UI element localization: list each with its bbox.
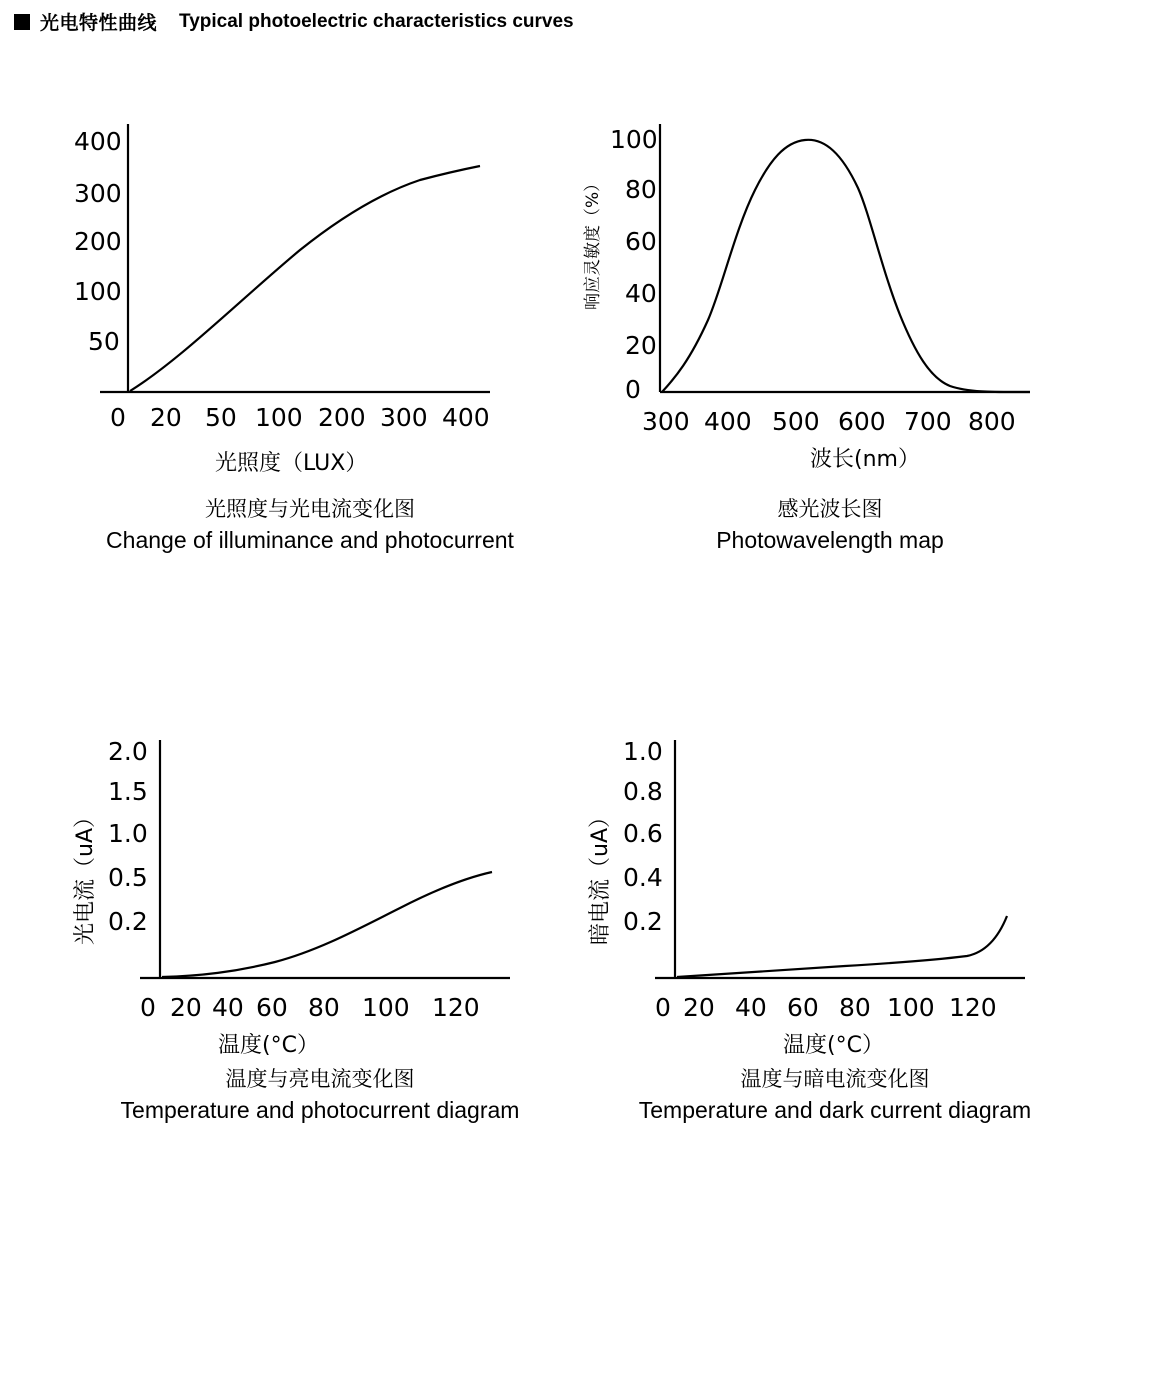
origin-label: 0 — [655, 993, 671, 1022]
y-tick-label: 1.0 — [108, 819, 148, 848]
origin-label: 0 — [140, 993, 156, 1022]
x-tick-label: 800 — [968, 407, 1016, 436]
x-tick-label: 80 — [308, 993, 340, 1022]
x-tick-label: 40 — [735, 993, 767, 1022]
chart-svg — [570, 110, 1090, 490]
y-tick-label: 0.8 — [623, 777, 663, 806]
caption-cn: 温度与暗电流变化图 — [740, 1067, 930, 1091]
origin-label: 0 — [110, 403, 126, 432]
x-tick-label: 60 — [256, 993, 288, 1022]
x-tick-label: 500 — [772, 407, 820, 436]
chart-photowavelength — [570, 110, 1090, 556]
x-axis-title: 光照度（LUX） — [215, 451, 368, 476]
x-tick-label: 400 — [442, 403, 490, 432]
chart-svg — [50, 110, 570, 490]
y-tick-label: 100 — [610, 125, 658, 154]
caption-cn: 温度与亮电流变化图 — [225, 1067, 415, 1091]
y-tick-label: 1.0 — [623, 737, 663, 766]
chart-svg — [575, 730, 1095, 1060]
x-axis-title: 温度(°C） — [783, 1033, 884, 1058]
x-tick-label: 60 — [787, 993, 819, 1022]
plot-area — [575, 730, 1095, 1060]
y-axis-title: 暗电流（uA） — [588, 806, 613, 945]
x-tick-label: 20 — [150, 403, 182, 432]
y-tick-label: 0.2 — [108, 907, 148, 936]
page-header — [14, 8, 574, 35]
y-tick-label: 400 — [74, 127, 122, 156]
chart-caption — [60, 1064, 580, 1126]
x-tick-label: 120 — [949, 993, 997, 1022]
x-tick-label: 80 — [839, 993, 871, 1022]
caption-en: Change of illuminance and photocurrent — [106, 527, 514, 553]
chart-caption — [575, 1064, 1095, 1126]
caption-en: Temperature and dark current diagram — [638, 1097, 1032, 1123]
chart-illuminance-photocurrent — [50, 110, 570, 556]
y-tick-label: 200 — [74, 227, 122, 256]
y-axis-title: 响应灵敏度（%） — [583, 174, 603, 310]
y-tick-label: 50 — [88, 327, 120, 356]
chart-caption — [50, 494, 570, 556]
y-tick-label: 40 — [625, 279, 657, 308]
x-tick-label: 120 — [432, 993, 480, 1022]
x-tick-label: 600 — [838, 407, 886, 436]
y-tick-label: 0.5 — [108, 863, 148, 892]
y-tick-label: 300 — [74, 179, 122, 208]
x-tick-label: 50 — [205, 403, 237, 432]
x-tick-label: 40 — [212, 993, 244, 1022]
y-tick-label: 0.6 — [623, 819, 663, 848]
data-curve — [130, 166, 480, 391]
caption-en: Temperature and photocurrent diagram — [120, 1097, 520, 1123]
x-axis-title: 波长(nm） — [810, 447, 920, 472]
caption-cn: 光照度与光电流变化图 — [205, 497, 415, 521]
data-curve — [162, 872, 492, 977]
chart-temperature-dark-current — [575, 730, 1095, 1126]
y-tick-label: 80 — [625, 175, 657, 204]
y-tick-label: 2.0 — [108, 737, 148, 766]
plot-area — [60, 730, 580, 1060]
caption-en: Photowavelength map — [716, 527, 944, 553]
y-tick-label: 0.4 — [623, 863, 663, 892]
chart-caption — [570, 494, 1090, 556]
x-tick-label: 400 — [704, 407, 752, 436]
x-tick-label: 300 — [380, 403, 428, 432]
data-curve — [662, 140, 1030, 392]
x-tick-label: 100 — [362, 993, 410, 1022]
chart-temperature-photocurrent — [60, 730, 580, 1126]
page-title-cn: 光电特性曲线 — [40, 12, 158, 34]
y-tick-label: 20 — [625, 331, 657, 360]
y-tick-label: 0.2 — [623, 907, 663, 936]
plot-area — [570, 110, 1090, 490]
x-axis-title: 温度(°C） — [218, 1033, 319, 1058]
chart-svg — [60, 730, 580, 1060]
x-tick-label: 100 — [887, 993, 935, 1022]
y-tick-label: 1.5 — [108, 777, 148, 806]
x-tick-label: 300 — [642, 407, 690, 436]
caption-cn: 感光波长图 — [777, 497, 883, 521]
origin-label: 0 — [625, 375, 641, 404]
y-tick-label: 100 — [74, 277, 122, 306]
y-axis-title: 光电流（uA） — [73, 806, 98, 945]
page-title-en: Typical photoelectric characteristics curves — [179, 10, 574, 32]
y-tick-label: 60 — [625, 227, 657, 256]
x-tick-label: 100 — [255, 403, 303, 432]
plot-area — [50, 110, 570, 490]
black-square-icon — [14, 14, 30, 30]
data-curve — [677, 916, 1007, 977]
x-tick-label: 700 — [904, 407, 952, 436]
x-tick-label: 200 — [318, 403, 366, 432]
x-tick-label: 20 — [170, 993, 202, 1022]
x-tick-label: 20 — [683, 993, 715, 1022]
